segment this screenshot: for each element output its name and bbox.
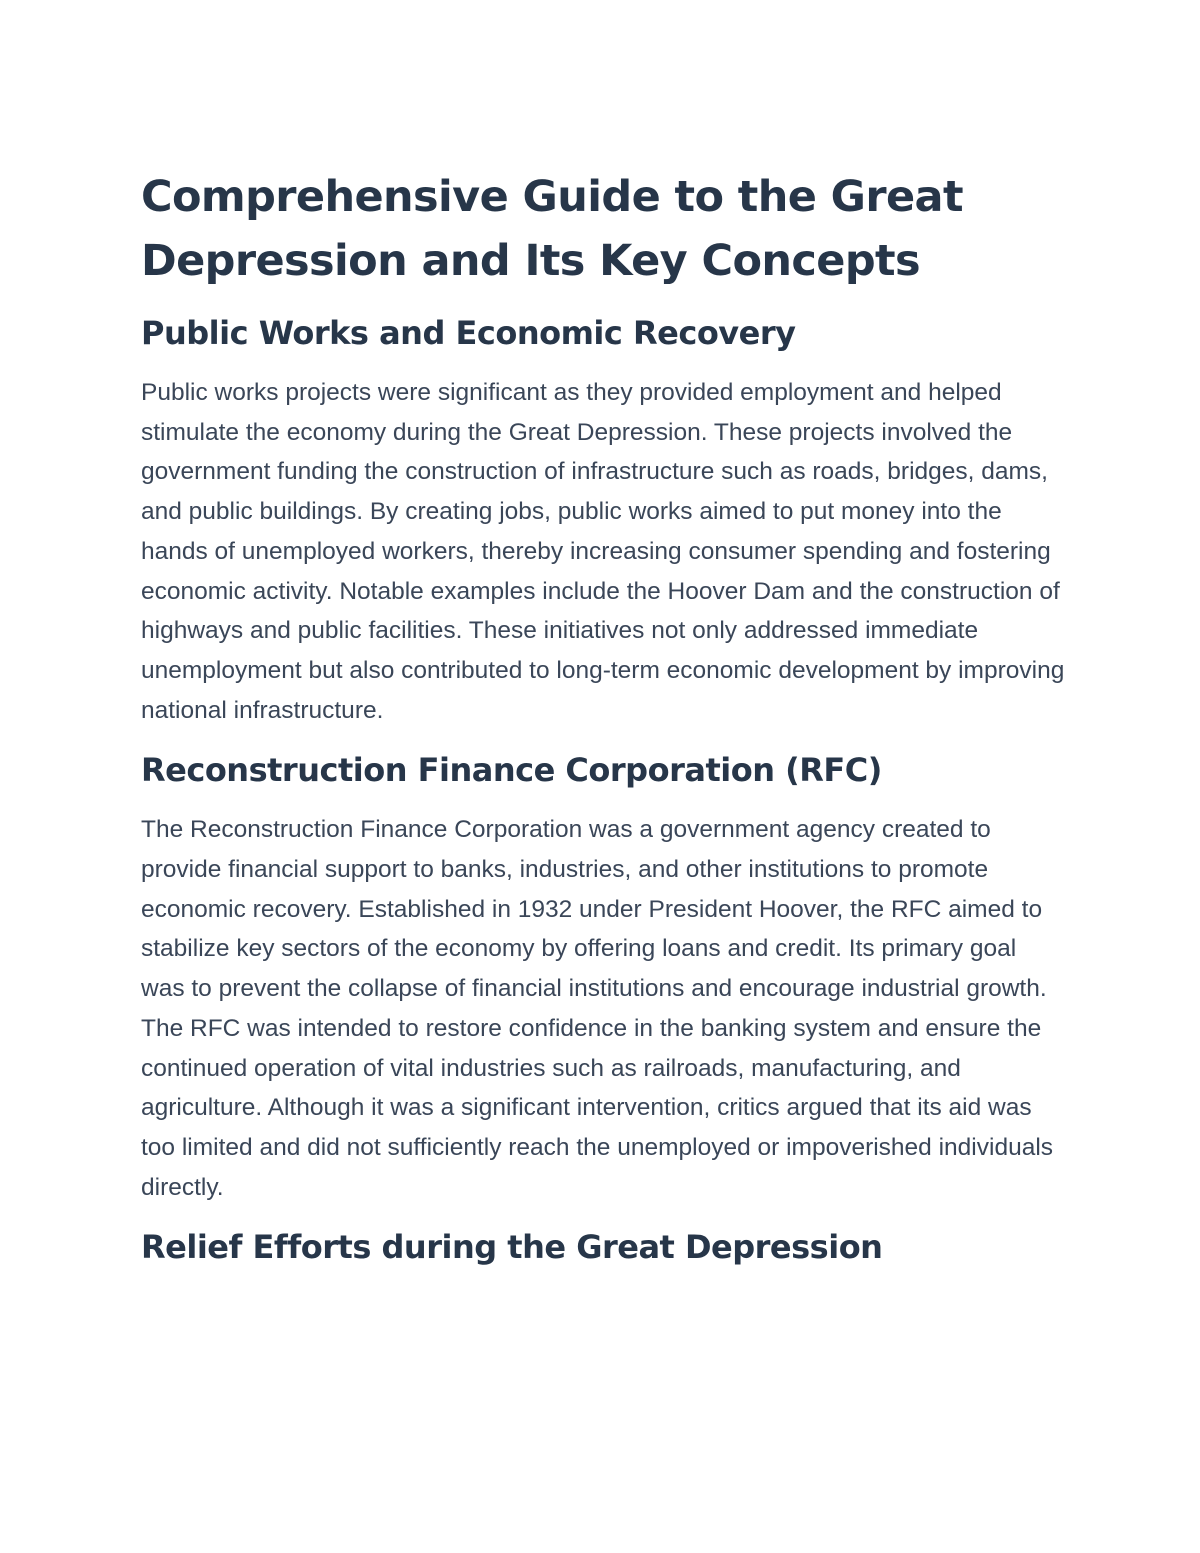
document-title: Comprehensive Guide to the Great Depression and Its Key Concepts — [141, 172, 963, 286]
section-heading-public-works: Public Works and Economic Recovery — [141, 314, 796, 352]
document-page — [141, 165, 1066, 1287]
section-body-public-works: Public works projects were significant as they provided employment and helped stimulate the economy during the Great Depression. These projects involved the government funding the construction of infrastructure such as roads, bridges, dams, and public buildings. By creating jobs, public works aimed to put money into the hands of unemployed workers, thereby increasing consumer spending and fostering economic activity. Notable examples include the Hoover Dam and the construction of highways and public facilities. These initiatives not only addressed immediate unemployment but also contributed to long-term economic development by improving national infrastructure. — [141, 379, 1065, 724]
section-body-rfc: The Reconstruction Finance Corporation was a government agency created to provide financial support to banks, industries, and other institutions to promote economic recovery. Established in 1932 under President Hoover, the RFC aimed to stabilize key sectors of the economy by offering loans and credit. Its primary goal was to prevent the collapse of financial institutions and encourage industrial growth. The RFC was intended to restore confidence in the banking system and ensure the continued operation of vital industries such as railroads, manufacturing, and agriculture. Although it was a significant intervention, critics argued that its aid was too limited and did not sufficiently reach the unemployed or impoverished individuals directly. — [141, 816, 1054, 1201]
section-heading-rfc: Reconstruction Finance Corporation (RFC) — [141, 751, 882, 790]
section-heading-relief-efforts: Relief Efforts during the Great Depression — [141, 1228, 883, 1267]
